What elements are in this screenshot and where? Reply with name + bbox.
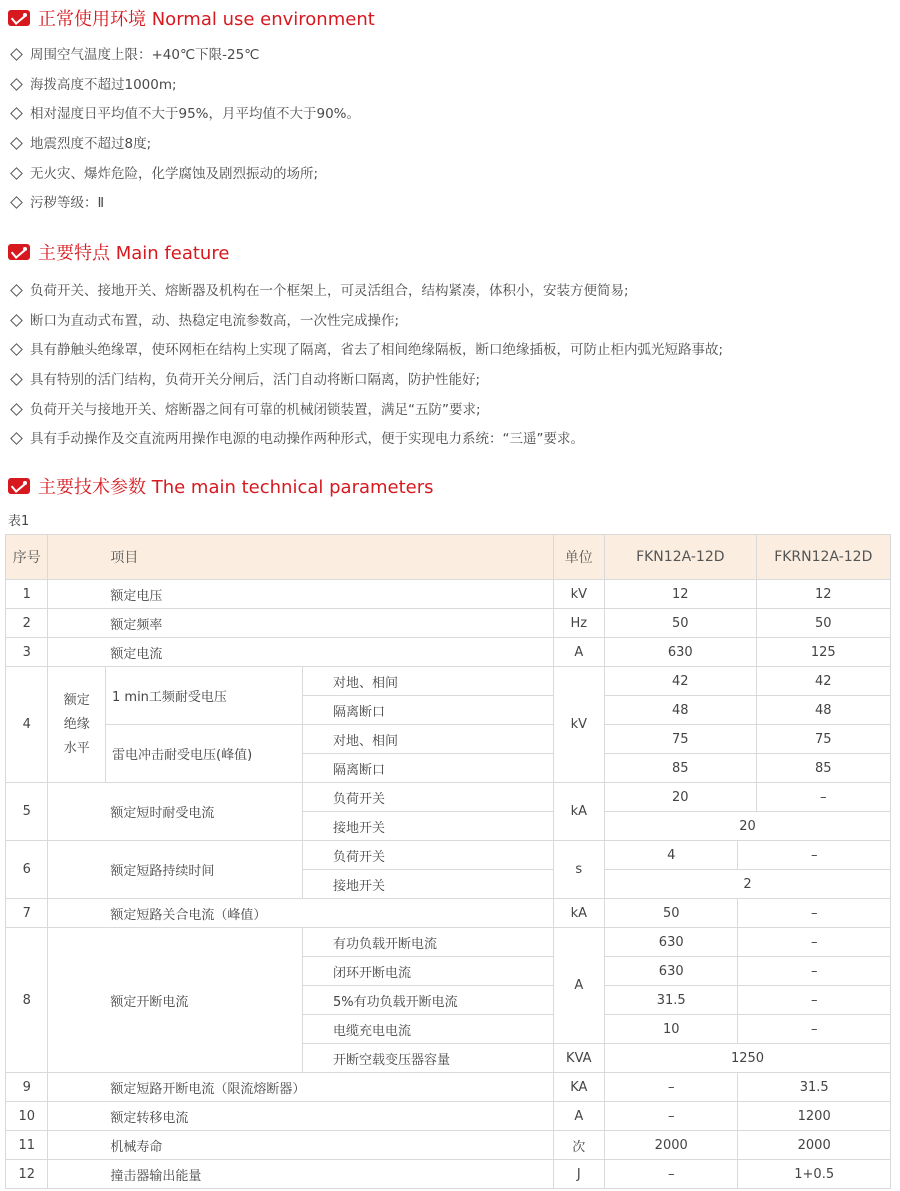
row-value-2: –	[738, 957, 891, 986]
row-item: 额定转移电流	[48, 1102, 553, 1131]
header-model-2: FKRN12A-12D	[756, 535, 890, 580]
table-row	[6, 1160, 891, 1189]
table-row	[6, 783, 891, 812]
row-condition: 闭环开断电流	[302, 957, 553, 986]
row-item: 额定短路关合电流（峰值）	[48, 899, 553, 928]
table-header-row	[6, 535, 891, 580]
row-value-merged: 1250	[605, 1044, 891, 1073]
row-unit: Hz	[553, 609, 605, 638]
section-title-text: 正常使用环境 Normal use environment	[38, 9, 375, 30]
table-row	[6, 638, 891, 667]
row-value-1: 50	[605, 609, 757, 638]
section-logo-icon	[8, 244, 30, 260]
row-unit: 次	[553, 1131, 605, 1160]
diamond-bullet-icon	[10, 167, 23, 180]
row-value-merged: 20	[605, 812, 891, 841]
table-row	[6, 667, 891, 696]
row-value-2: 12	[756, 580, 890, 609]
list-item: 具有特别的活门结构，负荷开关分闸后，活门自动将断口隔离，防护性能好;	[8, 366, 723, 396]
row-condition: 开断空载变压器容量	[302, 1044, 553, 1073]
diamond-bullet-icon	[10, 137, 23, 150]
row-value-1: 630	[605, 928, 738, 957]
row-value-2: 125	[756, 638, 890, 667]
table-row	[6, 899, 891, 928]
row-item: 额定电压	[48, 580, 553, 609]
row-value-1: –	[605, 1073, 738, 1102]
row-value-1: 630	[605, 638, 757, 667]
row-value-2: 75	[756, 725, 890, 754]
row-value-1: 630	[605, 957, 738, 986]
section-title-parameters	[8, 473, 434, 499]
section-title-environment	[8, 5, 375, 31]
row-item: 机械寿命	[48, 1131, 553, 1160]
row-unit: A	[553, 638, 605, 667]
row-condition: 对地、相间	[302, 667, 553, 696]
diamond-bullet-icon	[10, 197, 23, 210]
header-unit: 单位	[553, 535, 605, 580]
row-unit: kV	[553, 580, 605, 609]
table-row	[6, 928, 891, 957]
row-condition: 电缆充电电流	[302, 1015, 553, 1044]
row-no: 2	[6, 609, 48, 638]
row-unit: A	[553, 928, 605, 1044]
row-no: 8	[6, 928, 48, 1073]
row-no: 11	[6, 1131, 48, 1160]
features-list	[8, 277, 723, 455]
table-row	[6, 609, 891, 638]
list-item: 海拨高度不超过1000m;	[8, 71, 360, 101]
row-value-2: –	[738, 986, 891, 1015]
row-value-2: –	[738, 1015, 891, 1044]
row-value-1: 31.5	[605, 986, 738, 1015]
row-unit: J	[553, 1160, 605, 1189]
row-value-2: –	[738, 841, 891, 870]
row-value-1: 12	[605, 580, 757, 609]
list-item: 负荷开关、接地开关、熔断器及机构在一个框架上，可灵活组合，结构紧凑，体积小，安装方便简易;	[8, 277, 723, 307]
row-no: 1	[6, 580, 48, 609]
table-row	[6, 1131, 891, 1160]
row-no: 7	[6, 899, 48, 928]
row-condition: 接地开关	[302, 812, 553, 841]
row-group-label: 额定绝缘水平	[48, 667, 106, 783]
diamond-bullet-icon	[10, 108, 23, 121]
row-no: 3	[6, 638, 48, 667]
diamond-bullet-icon	[10, 403, 23, 416]
row-value-merged: 2	[605, 870, 891, 899]
row-condition: 对地、相间	[302, 725, 553, 754]
list-item: 相对湿度日平均值不大于95%，月平均值不大于90%。	[8, 100, 360, 130]
row-value-1: 20	[605, 783, 757, 812]
row-unit: kA	[553, 783, 605, 841]
table-caption: 表1	[8, 514, 30, 529]
row-value-1: 48	[605, 696, 757, 725]
row-value-2: –	[738, 899, 891, 928]
section-logo-icon	[8, 478, 30, 494]
row-value-2: 2000	[738, 1131, 891, 1160]
row-condition: 5%有功负载开断电流	[302, 986, 553, 1015]
row-value-2: –	[738, 928, 891, 957]
row-value-1: 10	[605, 1015, 738, 1044]
row-unit: KA	[553, 1073, 605, 1102]
diamond-bullet-icon	[10, 314, 23, 327]
row-item: 额定开断电流	[48, 928, 303, 1073]
row-unit: s	[553, 841, 605, 899]
row-no: 5	[6, 783, 48, 841]
row-value-2: 1200	[738, 1102, 891, 1131]
row-subitem: 雷电冲击耐受电压(峰值)	[106, 725, 303, 783]
row-condition: 负荷开关	[302, 783, 553, 812]
list-item: 无火灾、爆炸危险，化学腐蚀及剧烈振动的场所;	[8, 160, 360, 190]
header-item: 项目	[48, 535, 553, 580]
row-value-2: 42	[756, 667, 890, 696]
row-value-2: –	[756, 783, 890, 812]
row-value-1: 2000	[605, 1131, 738, 1160]
row-unit: kA	[553, 899, 605, 928]
row-value-1: 4	[605, 841, 738, 870]
list-item: 具有静触头绝缘罩，使环网柜在结构上实现了隔离，省去了相间绝缘隔板，断口绝缘插板，可防止柜内弧光短路事故;	[8, 336, 723, 366]
section-title-features	[8, 239, 229, 265]
row-value-2: 85	[756, 754, 890, 783]
row-subitem: 1 min工频耐受电压	[106, 667, 303, 725]
diamond-bullet-icon	[10, 344, 23, 357]
row-no: 6	[6, 841, 48, 899]
row-no: 9	[6, 1073, 48, 1102]
section-title-text: 主要技术参数 The main technical parameters	[38, 477, 434, 498]
row-condition: 有功负载开断电流	[302, 928, 553, 957]
diamond-bullet-icon	[10, 284, 23, 297]
row-value-1: 50	[605, 899, 738, 928]
row-no: 12	[6, 1160, 48, 1189]
row-value-1: –	[605, 1160, 738, 1189]
list-item: 周围空气温度上限：+40℃下限-25℃	[8, 41, 360, 71]
row-item: 额定频率	[48, 609, 553, 638]
row-unit: KVA	[553, 1044, 605, 1073]
list-item: 负荷开关与接地开关、熔断器之间有可靠的机械闭锁装置，满足“五防”要求;	[8, 396, 723, 426]
table-row	[6, 725, 891, 754]
row-value-2: 1+0.5	[738, 1160, 891, 1189]
row-condition: 隔离断口	[302, 754, 553, 783]
row-item: 额定短路持续时间	[48, 841, 303, 899]
row-value-1: –	[605, 1102, 738, 1131]
row-condition: 隔离断口	[302, 696, 553, 725]
row-value-2: 31.5	[738, 1073, 891, 1102]
row-condition: 负荷开关	[302, 841, 553, 870]
list-item: 具有手动操作及交直流两用操作电源的电动操作两种形式，便于实现电力系统：“三遥”要求。	[8, 425, 723, 455]
row-value-1: 75	[605, 725, 757, 754]
row-value-2: 50	[756, 609, 890, 638]
row-item: 撞击器输出能量	[48, 1160, 553, 1189]
row-unit: A	[553, 1102, 605, 1131]
header-model-1: FKN12A-12D	[605, 535, 757, 580]
environment-list	[8, 41, 360, 219]
row-unit: kV	[553, 667, 605, 783]
diamond-bullet-icon	[10, 373, 23, 386]
list-item: 污秽等级：Ⅱ	[8, 189, 360, 219]
table-row	[6, 1073, 891, 1102]
section-title-text: 主要特点 Main feature	[38, 243, 230, 264]
list-item: 断口为直动式布置，动、热稳定电流参数高，一次性完成操作;	[8, 307, 723, 337]
row-condition: 接地开关	[302, 870, 553, 899]
row-value-1: 42	[605, 667, 757, 696]
row-item: 额定电流	[48, 638, 553, 667]
diamond-bullet-icon	[10, 78, 23, 91]
table-row	[6, 1102, 891, 1131]
section-logo-icon	[8, 10, 30, 26]
row-value-1: 85	[605, 754, 757, 783]
row-value-2: 48	[756, 696, 890, 725]
row-no: 10	[6, 1102, 48, 1131]
header-no: 序号	[6, 535, 48, 580]
row-item: 额定短时耐受电流	[48, 783, 303, 841]
diamond-bullet-icon	[10, 48, 23, 61]
parameters-table	[5, 534, 891, 1189]
table-row	[6, 580, 891, 609]
table-row	[6, 841, 891, 870]
list-item: 地震烈度不超过8度;	[8, 130, 360, 160]
row-no: 4	[6, 667, 48, 783]
diamond-bullet-icon	[10, 433, 23, 446]
row-item: 额定短路开断电流（限流熔断器）	[48, 1073, 553, 1102]
